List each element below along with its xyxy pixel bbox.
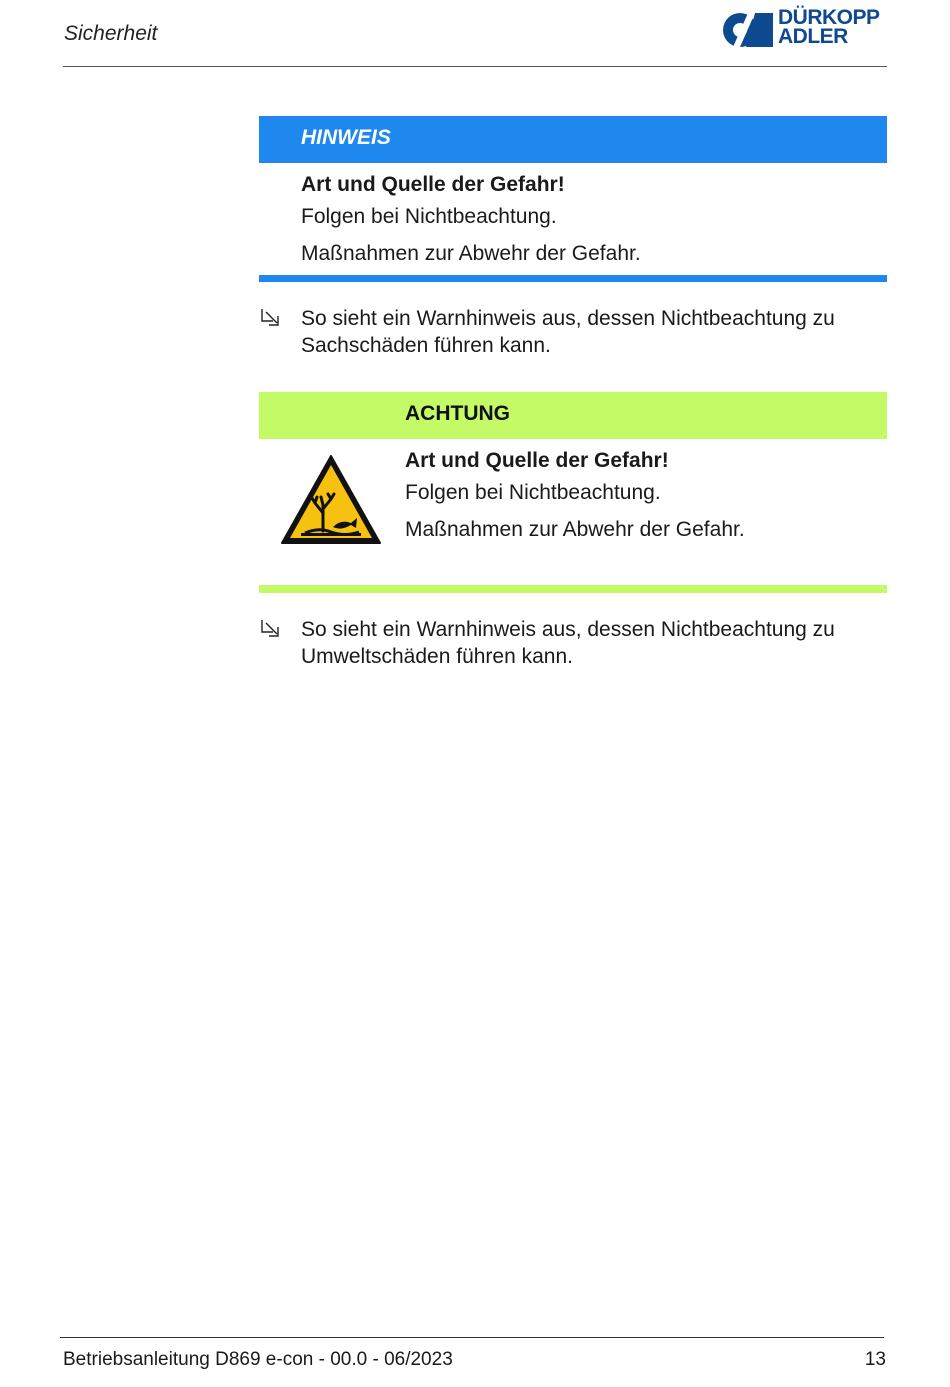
notice-body — [301, 171, 881, 268]
environmental-hazard-icon — [279, 453, 383, 547]
notice-measures: Maßnahmen zur Abwehr der Gefahr. — [301, 242, 641, 265]
logo-text — [778, 8, 880, 46]
logo-mark-icon — [722, 10, 774, 50]
caution-body — [405, 447, 885, 544]
notice-bottom-rule — [259, 275, 887, 282]
footer-document-info: Betriebsanleitung D869 e-con - 00.0 - 06/2023 — [63, 1349, 453, 1370]
logo-line-2: ADLER — [778, 25, 848, 48]
caution-title: Art und Quelle der Gefahr! — [405, 449, 669, 472]
info-arrow-icon — [259, 307, 281, 329]
notice-title: Art und Quelle der Gefahr! — [301, 173, 565, 196]
logo-line-1: DÜRKOPP — [778, 6, 880, 29]
notice-header-bar — [259, 116, 887, 163]
info-arrow-icon — [259, 618, 281, 640]
notice-info-text: So sieht ein Warnhinweis aus, dessen Nichtbeachtung zu Sachschäden führen kann. — [301, 307, 835, 357]
caution-consequence: Folgen bei Nichtbeachtung. — [405, 481, 661, 504]
caution-bottom-rule — [259, 585, 887, 593]
caution-label: ACHTUNG — [405, 402, 510, 425]
notice-consequence: Folgen bei Nichtbeachtung. — [301, 205, 557, 228]
header-divider — [63, 66, 887, 67]
company-logo — [722, 8, 892, 52]
caution-header-bar — [259, 392, 887, 439]
caution-measures: Maßnahmen zur Abwehr der Gefahr. — [405, 518, 745, 541]
notice-label: HINWEIS — [301, 126, 391, 149]
page-number: 13 — [864, 1349, 886, 1370]
footer-divider — [60, 1337, 884, 1338]
section-title: Sicherheit — [64, 22, 158, 45]
caution-info-text: So sieht ein Warnhinweis aus, dessen Nichtbeachtung zu Umweltschäden führen kann. — [301, 618, 835, 668]
